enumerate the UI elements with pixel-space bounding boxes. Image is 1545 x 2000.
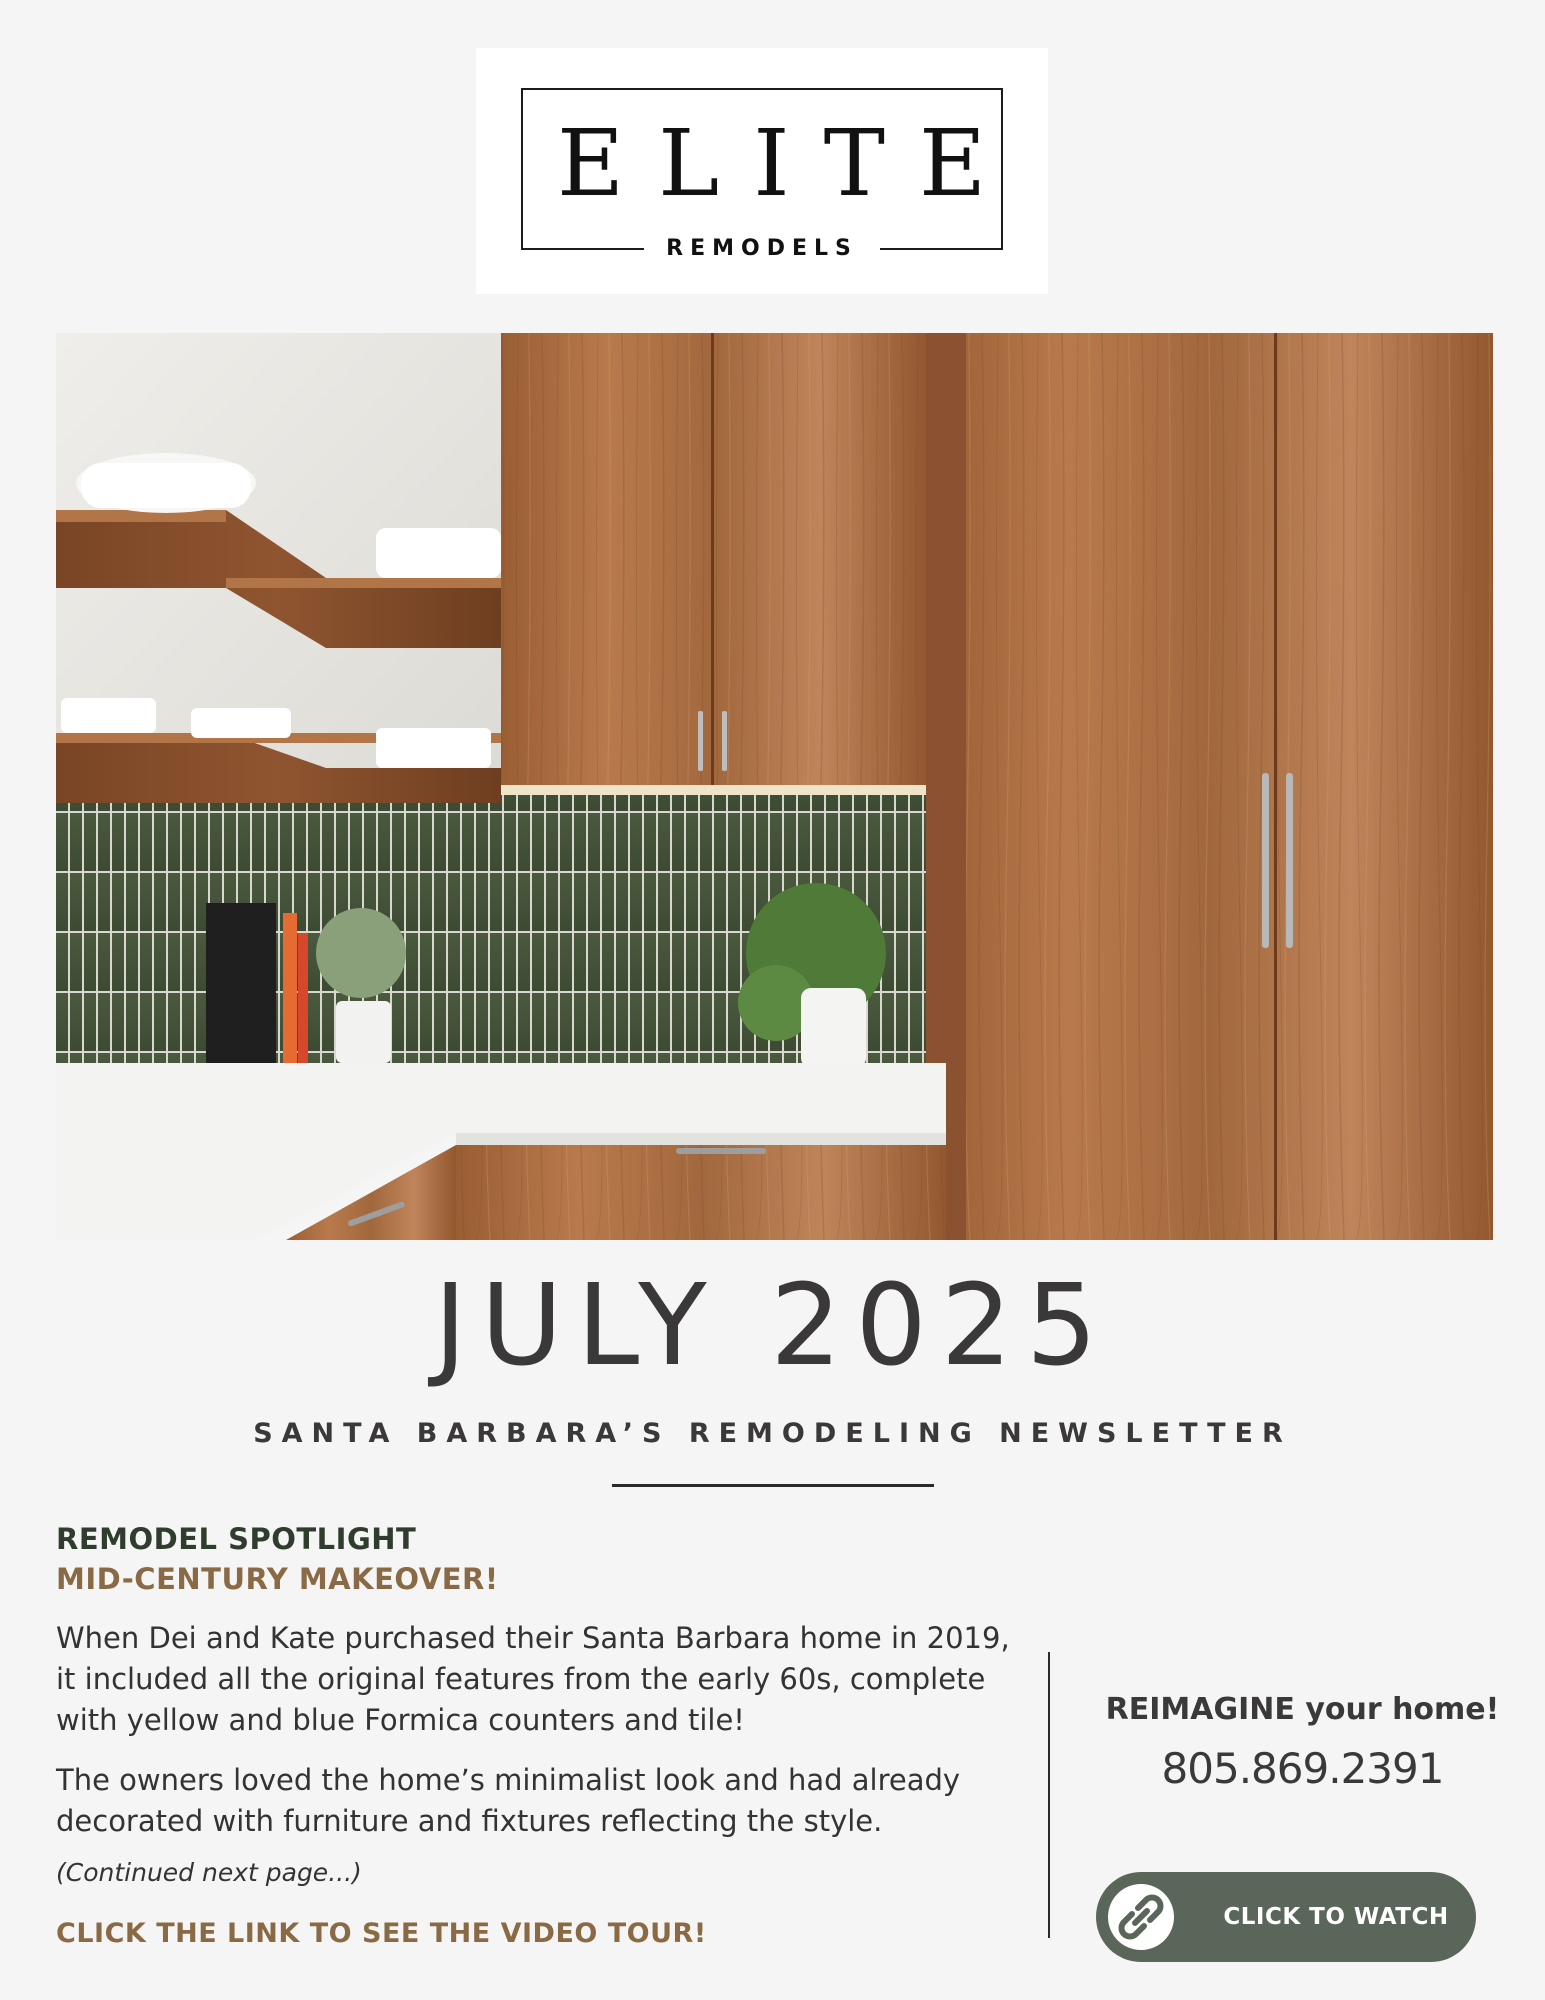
title-divider <box>612 1484 934 1487</box>
column-divider <box>1048 1652 1050 1938</box>
kitchen-photo-icon <box>56 333 1493 1240</box>
spotlight-label: REMODEL SPOTLIGHT <box>56 1522 417 1556</box>
reimagine-tagline: REIMAGINE your home! <box>1105 1692 1500 1727</box>
logo-wordmark: ELITE <box>557 110 1021 217</box>
continued-note: (Continued next page...) <box>56 1858 362 1887</box>
logo-frame <box>521 88 1021 261</box>
spotlight-title: MID-CENTURY MAKEOVER! <box>56 1562 499 1596</box>
logo <box>476 48 1048 294</box>
video-tour-cta: CLICK THE LINK TO SEE THE VIDEO TOUR! <box>56 1918 707 1949</box>
newsletter-subtitle: SANTA BARBARA’S REMODELING NEWSLETTER <box>253 1418 1292 1449</box>
spotlight-paragraph-2: The owners loved the home’s minimalist look and had already decorated with furniture and fixtures reflecting the style. <box>56 1763 961 1838</box>
click-to-watch-label: CLICK TO WATCH <box>1223 1904 1449 1930</box>
click-to-watch-button[interactable] <box>1096 1872 1476 1962</box>
newsletter-title: JULY 2025 <box>433 1261 1112 1391</box>
spotlight-paragraph-1: When Dei and Kate purchased their Santa Barbara home in 2019, it included all the original features from the early 60s, complete with yellow and blue Formica counters and tile! <box>56 1621 1010 1737</box>
hero-kitchen-photo <box>56 333 1493 1240</box>
link-icon <box>1108 1884 1174 1950</box>
logo-subtitle: REMODELS <box>644 236 880 262</box>
phone-number: 805.869.2391 <box>1161 1744 1444 1793</box>
